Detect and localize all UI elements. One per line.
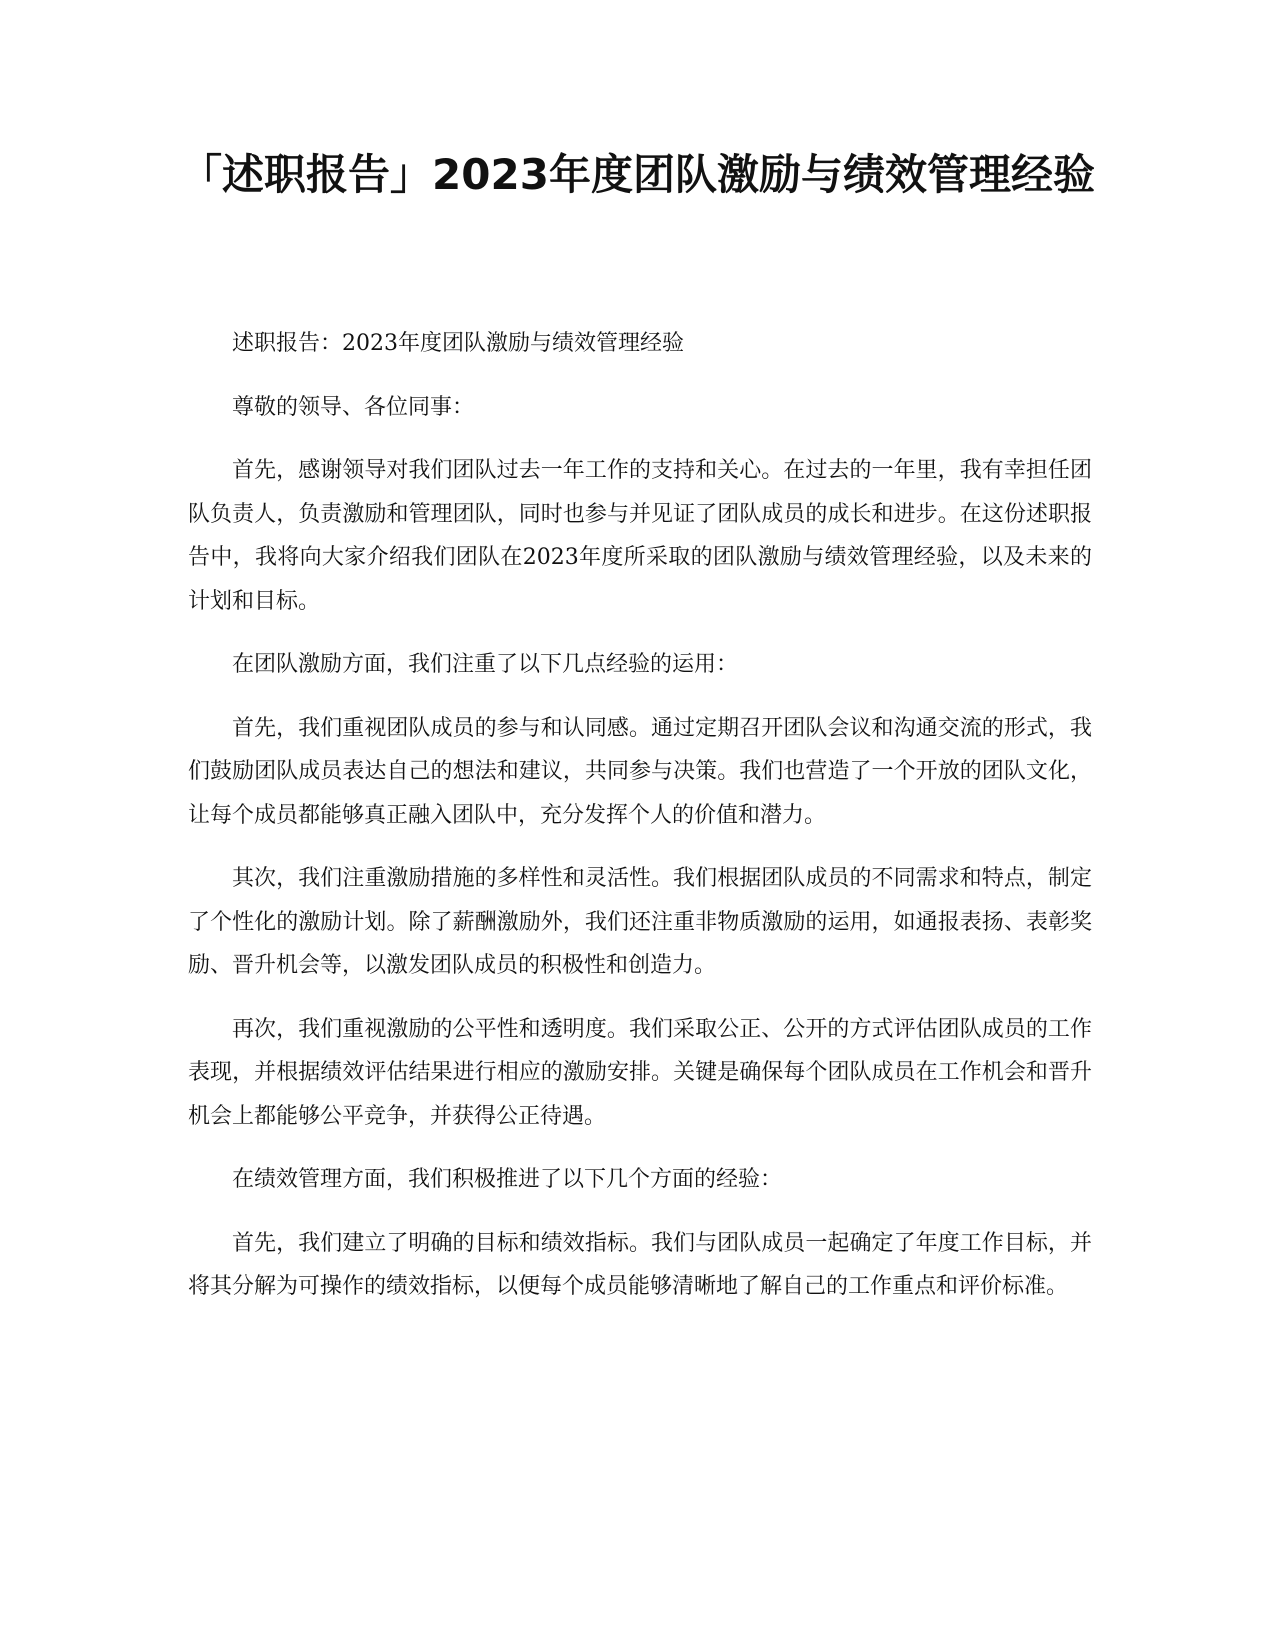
- document-body: [188, 322, 1092, 1329]
- paragraph: 首先，我们重视团队成员的参与和认同感。通过定期召开团队会议和沟通交流的形式，我们鼓励团队成员表达自己的想法和建议，共同参与决策。我们也营造了一个开放的团队文化，让每个成员都能够真正融入团队中，充分发挥个人的价值和潜力。: [188, 715, 1092, 828]
- document-title: 「述职报告」2023年度团队激励与绩效管理经验: [180, 150, 1095, 199]
- paragraph: 在绩效管理方面，我们积极推进了以下几个方面的经验：: [232, 1167, 783, 1192]
- paragraph: 在团队激励方面，我们注重了以下几点经验的运用：: [232, 652, 739, 677]
- paragraph-salutation: 尊敬的领导、各位同事：: [232, 394, 475, 420]
- paragraph: 再次，我们重视激励的公平性和透明度。我们采取公正、公开的方式评估团队成员的工作表现，并根据绩效评估结果进行相应的激励安排。关键是确保每个团队成员在工作机会和晋升机会上都能够公平竞争，并获得公正待遇。: [188, 1016, 1092, 1129]
- paragraph-subtitle: 述职报告：2023年度团队激励与绩效管理经验: [232, 331, 684, 356]
- paragraph: 其次，我们注重激励措施的多样性和灵活性。我们根据团队成员的不同需求和特点，制定了个性化的激励计划。除了薪酬激励外，我们还注重非物质激励的运用，如通报表扬、表彰奖励、晋升机会等，以激发团队成员的积极性和创造力。: [188, 866, 1092, 978]
- paragraph: 首先，我们建立了明确的目标和绩效指标。我们与团队成员一起确定了年度工作目标，并将其分解为可操作的绩效指标，以便每个成员能够清晰地了解自己的工作重点和评价标准。: [188, 1230, 1092, 1299]
- paragraph: 首先，感谢领导对我们团队过去一年工作的支持和关心。在过去的一年里，我有幸担任团队负责人，负责激励和管理团队，同时也参与并见证了团队成员的成长和进步。在这份述职报告中，我将向大家介绍我们团队在2023年度所采取的团队激励与绩效管理经验，以及未来的计划和目标。: [188, 458, 1092, 614]
